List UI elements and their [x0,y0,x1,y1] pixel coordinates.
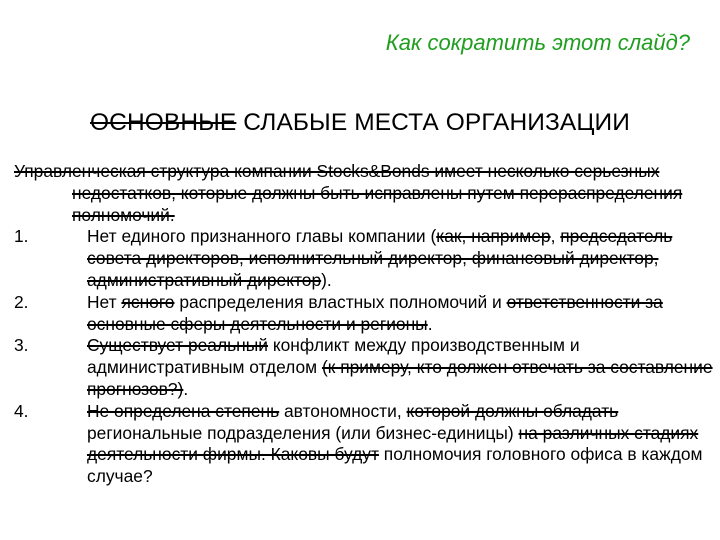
list-number: 2. [14,291,29,312]
item-struck-text: (к примеру, кто должен отвечать за составление прогнозов?) [87,357,713,399]
item-struck-text: которой должны обладать [406,400,619,421]
item-struck-text: Не определена степень [87,400,280,421]
slide-heading [0,109,720,137]
item-text: , [550,226,561,247]
item-text: конфликт между производственным и административным отделом [87,335,580,378]
list-number: 1. [14,226,29,247]
item-text: . [427,313,433,334]
item-text: ). [321,269,332,290]
item-text: Нет [87,291,122,312]
list-number: 4. [14,400,29,421]
item-text: . [183,378,189,399]
heading-struck-word: ОСНОВНЫЕ [90,109,237,136]
item-text: автономности, [279,400,407,421]
intro-paragraph: Управленческая структура компании Stocks&Bonds имеет несколько серьезных недостатков, которые должны быть исправлены путем перераспределения полномочий. [14,161,683,225]
item-struck-text: председатель совета директоров, исполнительный директор, финансовый директор, административный директор [87,226,673,290]
item-text: распределения властных полномочий и [174,291,507,312]
heading-rest: СЛАБЫЕ МЕСТА ОРГАНИЗАЦИИ [236,109,630,136]
item-struck-text: Существует реальный [87,335,268,356]
list-item [14,401,714,488]
item-struck-text: на различных стадиях деятельности фирмы. Каковы будут [87,422,699,465]
item-struck-text: ответственности за основные сферы деятельности и регионы [87,291,663,334]
item-text: региональные подразделения (или бизнес-единицы) [87,422,519,443]
list-number: 3. [14,335,29,356]
item-text: полномочия головного офиса в каждом случае? [87,444,703,487]
item-struck-text: как, например [436,226,551,247]
list-item [14,226,714,291]
list-item [14,335,714,400]
slide-body [14,161,714,488]
item-struck-text: ясного [121,291,175,312]
slide-question: Как сократить этот слайд? [385,30,690,55]
item-text: Нет единого признанного главы компании ( [87,226,437,247]
list-item [14,292,714,336]
